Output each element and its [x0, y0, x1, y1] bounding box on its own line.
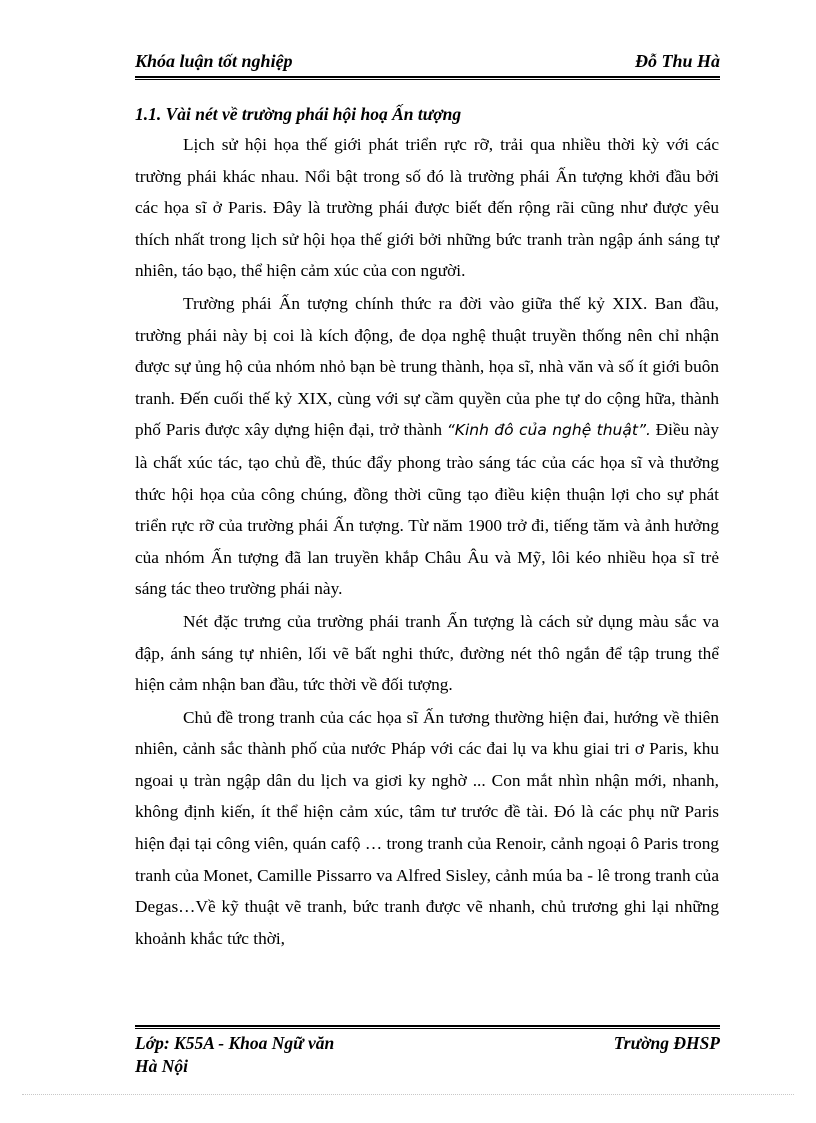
header-rule	[135, 76, 720, 80]
footer-rule	[135, 1025, 720, 1029]
footer-city: Hà Nội	[135, 1056, 188, 1076]
paragraph-3: Nét đặc trưng của trường phái tranh Ấn tượng là cách sử dụng màu sắc va đập, ánh sáng tự nhiên, lối vẽ bất nghi thức, đường nét thô ngắn để tập trung thể hiện cảm nhận ban đầu, tức thời về đối tượng.	[135, 611, 719, 695]
header-thesis-title: Khóa luận tốt nghiệp	[135, 51, 293, 71]
footer-class-label: Lớp: K55A - Khoa Ngữ văn	[135, 1033, 335, 1053]
paragraph-4: Chủ đề trong tranh của các họa sĩ Ấn tương thường hiện đai, hướng về thiên nhiên, cảnh sắc thành phố của nước Pháp với các đai lụ va khu giai tri ơ Paris, khu ngoai ụ tràn ngập dân du lịch va giơi ky nghờ ... Con mắt nhìn nhận mới, nhanh, không định kiến, ít thể hiện cảm xúc, tâm tư trước đề tài. Đó là các phụ nữ Paris hiện đại tại công viên, quán cafộ … trong tranh của Renoir, cảnh ngoại ô Paris trong tranh của Monet, Camille Pissarro va Alfred Sisley, cảnh múa ba - lê trong tranh của Degas…Về kỹ thuật vẽ tranh, bức tranh được vẽ nhanh, chủ trương ghi lại những khoảnh khắc tức thời,	[135, 707, 719, 948]
page-header	[135, 48, 720, 74]
header-author-name: Đỗ Thu Hà	[634, 51, 720, 71]
footer-row	[135, 1032, 720, 1055]
page-footer	[135, 1032, 720, 1078]
section-heading: 1.1. Vài nét về trường phái hội hoạ Ấn tượng	[135, 104, 462, 124]
paragraph-2-after: Điều này là chất xúc tác, tạo chủ đề, thúc đẩy phong trào sáng tác của các họa sĩ và thưởng thức hội họa của công chúng, đồng thời cũng tạo điều kiện thuận lợi cho sự phát triển rực rỡ của trường phái Ấn tượng. Từ năm 1900 trở đi, tiếng tăm và ảnh hưởng của nhóm Ấn tượng đã lan truyền khắp Châu Âu và Mỹ, lôi kéo nhiều họa sĩ trẻ sáng tác theo trường phái này.	[135, 420, 719, 599]
page-edge-divider	[22, 1094, 794, 1095]
paragraph-2	[135, 288, 719, 605]
paragraph-2-before: Trường phái Ấn tượng chính thức ra đời vào giữa thế kỷ XIX. Ban đầu, trường phái này bị coi là kích động, đe dọa nghệ thuật truyền thống nên chỉ nhận được sự ủng hộ của nhóm nhỏ bạn bè trung thành, họa sĩ, nhà văn và số ít giới buôn tranh. Đến cuối thế kỷ XIX, cùng với sự cầm quyền của phe tự do cộng hữa, thành phố Paris được xây dựng hiện đại, trở thành	[135, 293, 719, 440]
footer-school: Trường ĐHSP	[613, 1033, 720, 1053]
paragraph-2-quote: “Kinh đô của nghệ thuật”.	[446, 421, 651, 440]
body-text	[135, 129, 719, 954]
paragraph-1: Lịch sử hội họa thế giới phát triển rực rỡ, trải qua nhiều thời kỳ với các trường phái khác nhau. Nổi bật trong số đó là trường phái Ấn tượng khởi đầu bởi các họa sĩ ở Paris. Đây là trường phái được biết đến rộng rãi cũng như được yêu thích nhất trong lịch sử hội họa thế giới bởi những bức tranh tràn ngập ánh sáng tự nhiên, táo bạo, thể hiện cảm xúc của con người.	[135, 135, 719, 281]
